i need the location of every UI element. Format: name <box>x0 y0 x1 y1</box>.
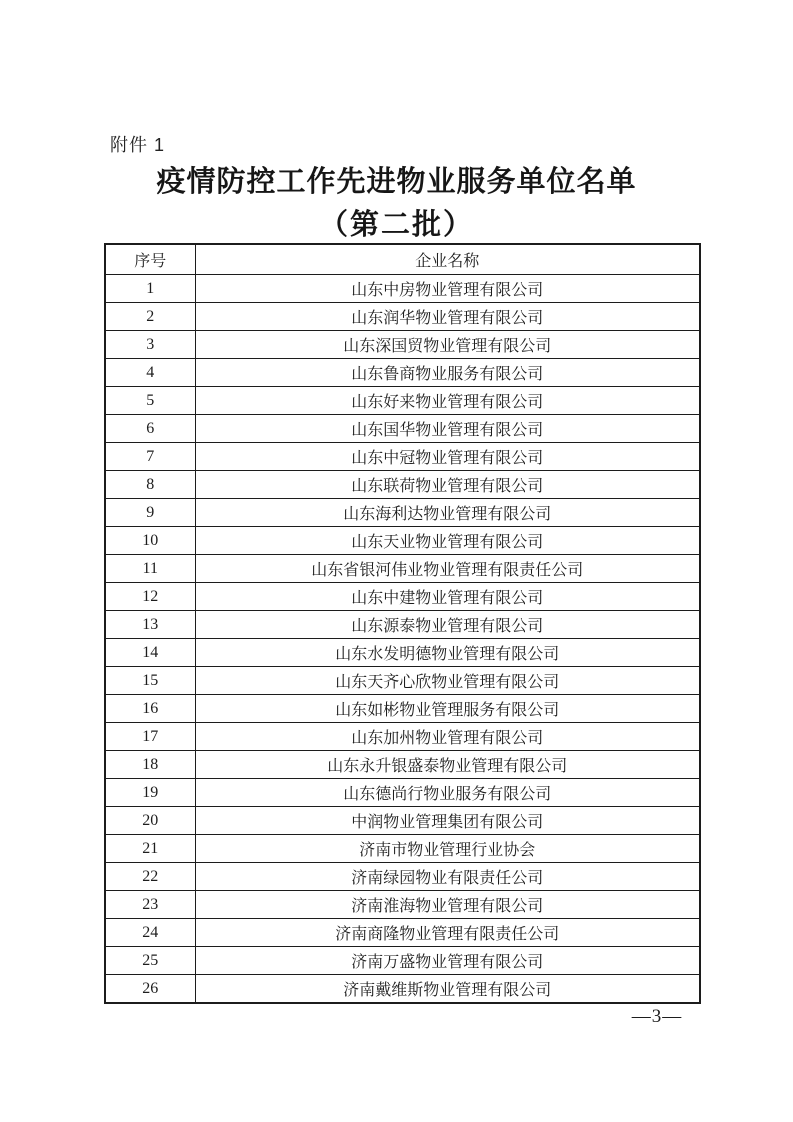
table-row <box>105 919 700 947</box>
company-name: 济南绿园物业有限责任公司 <box>195 863 700 891</box>
table-row <box>105 975 700 1004</box>
row-number: 18 <box>105 751 195 779</box>
company-name: 山东深国贸物业管理有限公司 <box>195 331 700 359</box>
row-number: 3 <box>105 331 195 359</box>
row-number: 22 <box>105 863 195 891</box>
table-row <box>105 471 700 499</box>
company-name: 济南万盛物业管理有限公司 <box>195 947 700 975</box>
table-row <box>105 275 700 303</box>
company-name: 山东联荷物业管理有限公司 <box>195 471 700 499</box>
row-number: 17 <box>105 723 195 751</box>
table-row <box>105 359 700 387</box>
row-number: 26 <box>105 975 195 1004</box>
company-name: 山东海利达物业管理有限公司 <box>195 499 700 527</box>
row-number: 20 <box>105 807 195 835</box>
row-number: 9 <box>105 499 195 527</box>
company-name: 山东国华物业管理有限公司 <box>195 415 700 443</box>
row-number: 2 <box>105 303 195 331</box>
table-row <box>105 751 700 779</box>
row-number: 24 <box>105 919 195 947</box>
attachment-label: 附件 1 <box>110 135 166 155</box>
table-header <box>105 244 700 275</box>
row-number: 16 <box>105 695 195 723</box>
table-row <box>105 891 700 919</box>
column-header-no: 序号 <box>105 244 195 275</box>
table-row <box>105 947 700 975</box>
table-row <box>105 415 700 443</box>
company-name: 山东润华物业管理有限公司 <box>195 303 700 331</box>
table-row <box>105 639 700 667</box>
company-name: 山东好来物业管理有限公司 <box>195 387 700 415</box>
page-number: —3— <box>631 1006 683 1027</box>
company-name: 山东源泰物业管理有限公司 <box>195 611 700 639</box>
company-name: 山东中冠物业管理有限公司 <box>195 443 700 471</box>
table-row <box>105 555 700 583</box>
company-name: 山东中建物业管理有限公司 <box>195 583 700 611</box>
company-name: 山东天齐心欣物业管理有限公司 <box>195 667 700 695</box>
company-name: 济南戴维斯物业管理有限公司 <box>195 975 700 1004</box>
row-number: 13 <box>105 611 195 639</box>
table-row <box>105 583 700 611</box>
row-number: 21 <box>105 835 195 863</box>
company-name: 山东鲁商物业服务有限公司 <box>195 359 700 387</box>
row-number: 5 <box>105 387 195 415</box>
row-number: 11 <box>105 555 195 583</box>
table-row <box>105 723 700 751</box>
row-number: 15 <box>105 667 195 695</box>
company-name: 山东省银河伟业物业管理有限责任公司 <box>195 555 700 583</box>
row-number: 7 <box>105 443 195 471</box>
company-name: 山东天业物业管理有限公司 <box>195 527 700 555</box>
table-row <box>105 611 700 639</box>
table-row <box>105 499 700 527</box>
row-number: 8 <box>105 471 195 499</box>
table-row <box>105 695 700 723</box>
table-row <box>105 807 700 835</box>
company-name: 济南市物业管理行业协会 <box>195 835 700 863</box>
page-subtitle: （第二批） <box>318 209 474 241</box>
page-title: 疫情防控工作先进物业服务单位名单 <box>156 166 637 198</box>
row-number: 19 <box>105 779 195 807</box>
row-number: 1 <box>105 275 195 303</box>
row-number: 6 <box>105 415 195 443</box>
company-name: 济南淮海物业管理有限公司 <box>195 891 700 919</box>
table-row <box>105 835 700 863</box>
company-name: 济南商隆物业管理有限责任公司 <box>195 919 700 947</box>
row-number: 23 <box>105 891 195 919</box>
row-number: 14 <box>105 639 195 667</box>
company-table-body <box>105 275 700 1004</box>
company-name: 山东中房物业管理有限公司 <box>195 275 700 303</box>
row-number: 10 <box>105 527 195 555</box>
company-name: 山东德尚行物业服务有限公司 <box>195 779 700 807</box>
company-name: 中润物业管理集团有限公司 <box>195 807 700 835</box>
row-number: 25 <box>105 947 195 975</box>
table-row <box>105 667 700 695</box>
table-header-row <box>105 244 700 275</box>
company-name: 山东永升银盛泰物业管理有限公司 <box>195 751 700 779</box>
table-row <box>105 779 700 807</box>
table-row <box>105 331 700 359</box>
table-row <box>105 443 700 471</box>
company-name: 山东水发明德物业管理有限公司 <box>195 639 700 667</box>
column-header-name: 企业名称 <box>195 244 700 275</box>
row-number: 4 <box>105 359 195 387</box>
row-number: 12 <box>105 583 195 611</box>
table-row <box>105 387 700 415</box>
company-name: 山东如彬物业管理服务有限公司 <box>195 695 700 723</box>
table-row <box>105 863 700 891</box>
company-table <box>104 243 701 1004</box>
table-row <box>105 527 700 555</box>
table-row <box>105 303 700 331</box>
company-name: 山东加州物业管理有限公司 <box>195 723 700 751</box>
